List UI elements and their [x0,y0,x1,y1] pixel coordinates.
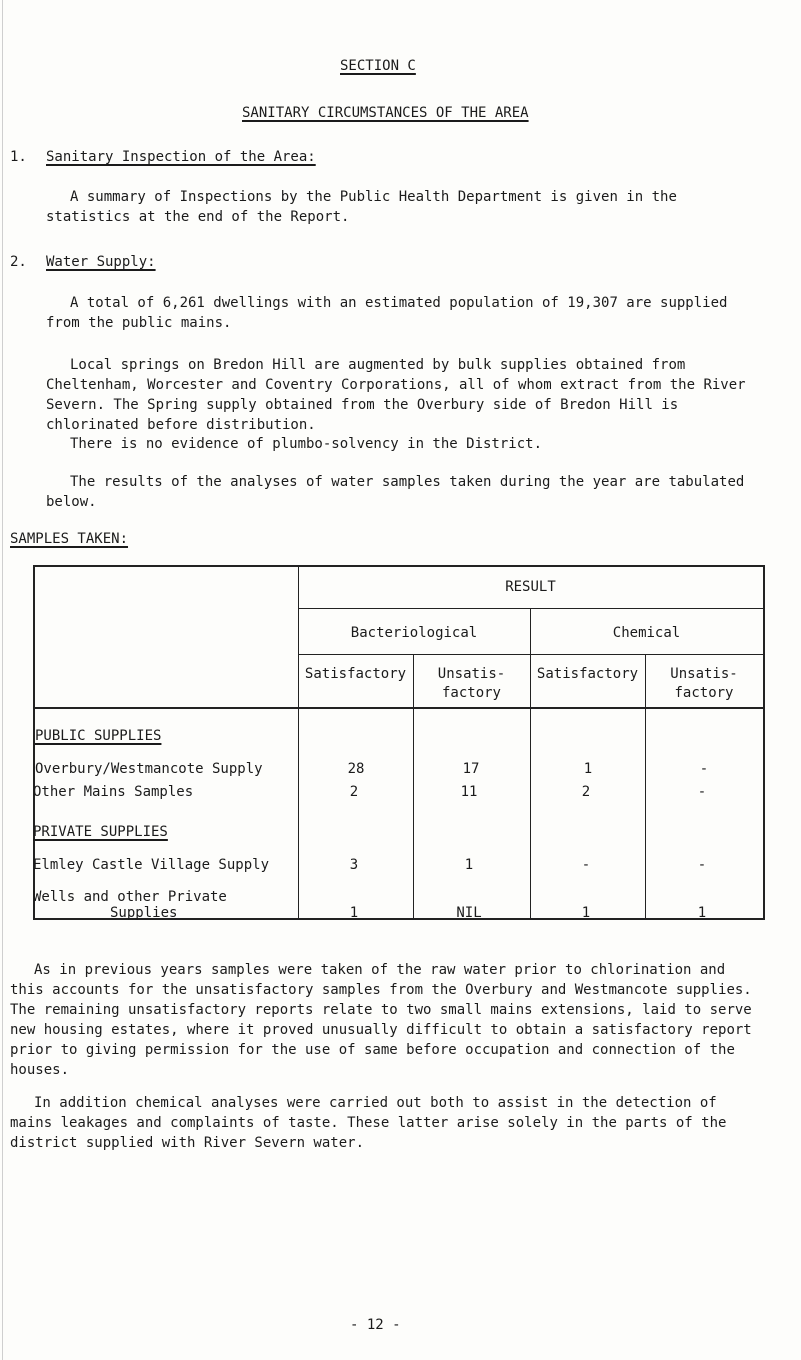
table-hline [298,608,763,609]
section-title: SECTION C [340,58,416,74]
private-supplies-header: PRIVATE SUPPLIES [33,824,168,840]
water-supply-heading: Water Supply: [46,254,156,270]
cell-value: 1 [697,905,707,921]
cell-value: 1 [581,905,591,921]
bact-unsatisfactory-header [413,665,530,703]
row-label: Overbury/Westmancote Supply [35,761,263,777]
cell-value: 17 [462,761,480,777]
item-number-2: 2. [10,254,27,270]
water-supply-para-4: The results of the analyses of water samples taken during the year are tabulated below. [46,474,745,510]
result-header: RESULT [505,579,556,595]
scan-edge [2,0,3,1360]
table-hline [298,654,763,655]
bact-satisfactory-header: Satisfactory [304,666,407,682]
cell-value: 2 [349,784,359,800]
cell-value: 28 [347,761,365,777]
bact-unsat-line2: factory [441,685,501,701]
chemical-analyses-paragraph: In addition chemical analyses were carried out both to assist in the detection of mains leakages and complaints of taste. These latter arise solely in the parts of the district supplied with River Severn water. [10,1095,727,1151]
water-supply-para-3: There is no evidence of plumbo-solvency in the District. [70,436,543,452]
page-heading: SANITARY CIRCUMSTANCES OF THE AREA [242,105,529,121]
cell-value: - [699,761,709,777]
raw-water-paragraph: As in previous years samples were taken of the raw water prior to chlorination and this accounts for the unsatisfactory samples from the Overbury and Westmancote supplies. The remaining unsatisfactory reports relate to two small mains extensions, laid to serve new housing estates, where it proved unusually difficult to obtain a satisfactory report prior to giving permission for the use of same before occupation and connection of the houses. [10,962,752,1078]
chem-unsat-line2: factory [674,685,734,701]
row-label-line1: Wells and other Private [33,889,227,905]
row-label: Other Mains Samples [33,784,194,800]
row-label: Elmley Castle Village Supply [33,857,270,873]
chem-satisfactory-header: Satisfactory [536,666,639,682]
chem-unsat-line1: Unsatis- [670,666,738,682]
item-number-1: 1. [10,149,27,165]
table-vline [298,567,299,918]
cell-value: NIL [456,905,482,921]
cell-value: 1 [349,905,359,921]
water-supply-para-1: A total of 6,261 dwellings with an estimated population of 19,307 are supplied from the public mains. [46,295,728,331]
cell-value: 1 [464,857,474,873]
chemical-header: Chemical [612,625,681,641]
bact-unsat-line1: Unsatis- [437,666,506,682]
page-number: - 12 - [350,1317,401,1333]
public-supplies-header: PUBLIC SUPPLIES [35,728,162,744]
sanitary-inspection-heading: Sanitary Inspection of the Area: [46,149,316,165]
cell-value: 11 [460,784,478,800]
cell-value: - [697,857,707,873]
cell-value: - [581,857,591,873]
water-supply-para-2: Local springs on Bredon Hill are augmented by bulk supplies obtained from Cheltenham, Worcester and Coventry Corporations, all of whom extract from the River Severn. The Spring supply obtained from the Overbury side of Bredon Hill is chlorinated before distribution. [46,357,746,433]
chem-unsatisfactory-header [645,665,763,703]
table-hline [35,707,763,709]
bacteriological-header: Bacteriological [350,625,478,641]
cell-value: - [697,784,707,800]
sanitary-inspection-text: A summary of Inspections by the Public Health Department is given in the statistics at the end of the Report. [46,189,677,225]
row-label-line2: Supplies [110,905,178,921]
cell-value: 3 [349,857,359,873]
samples-taken-label: SAMPLES TAKEN: [10,531,129,547]
cell-value: 1 [583,761,593,777]
cell-value: 2 [581,784,591,800]
